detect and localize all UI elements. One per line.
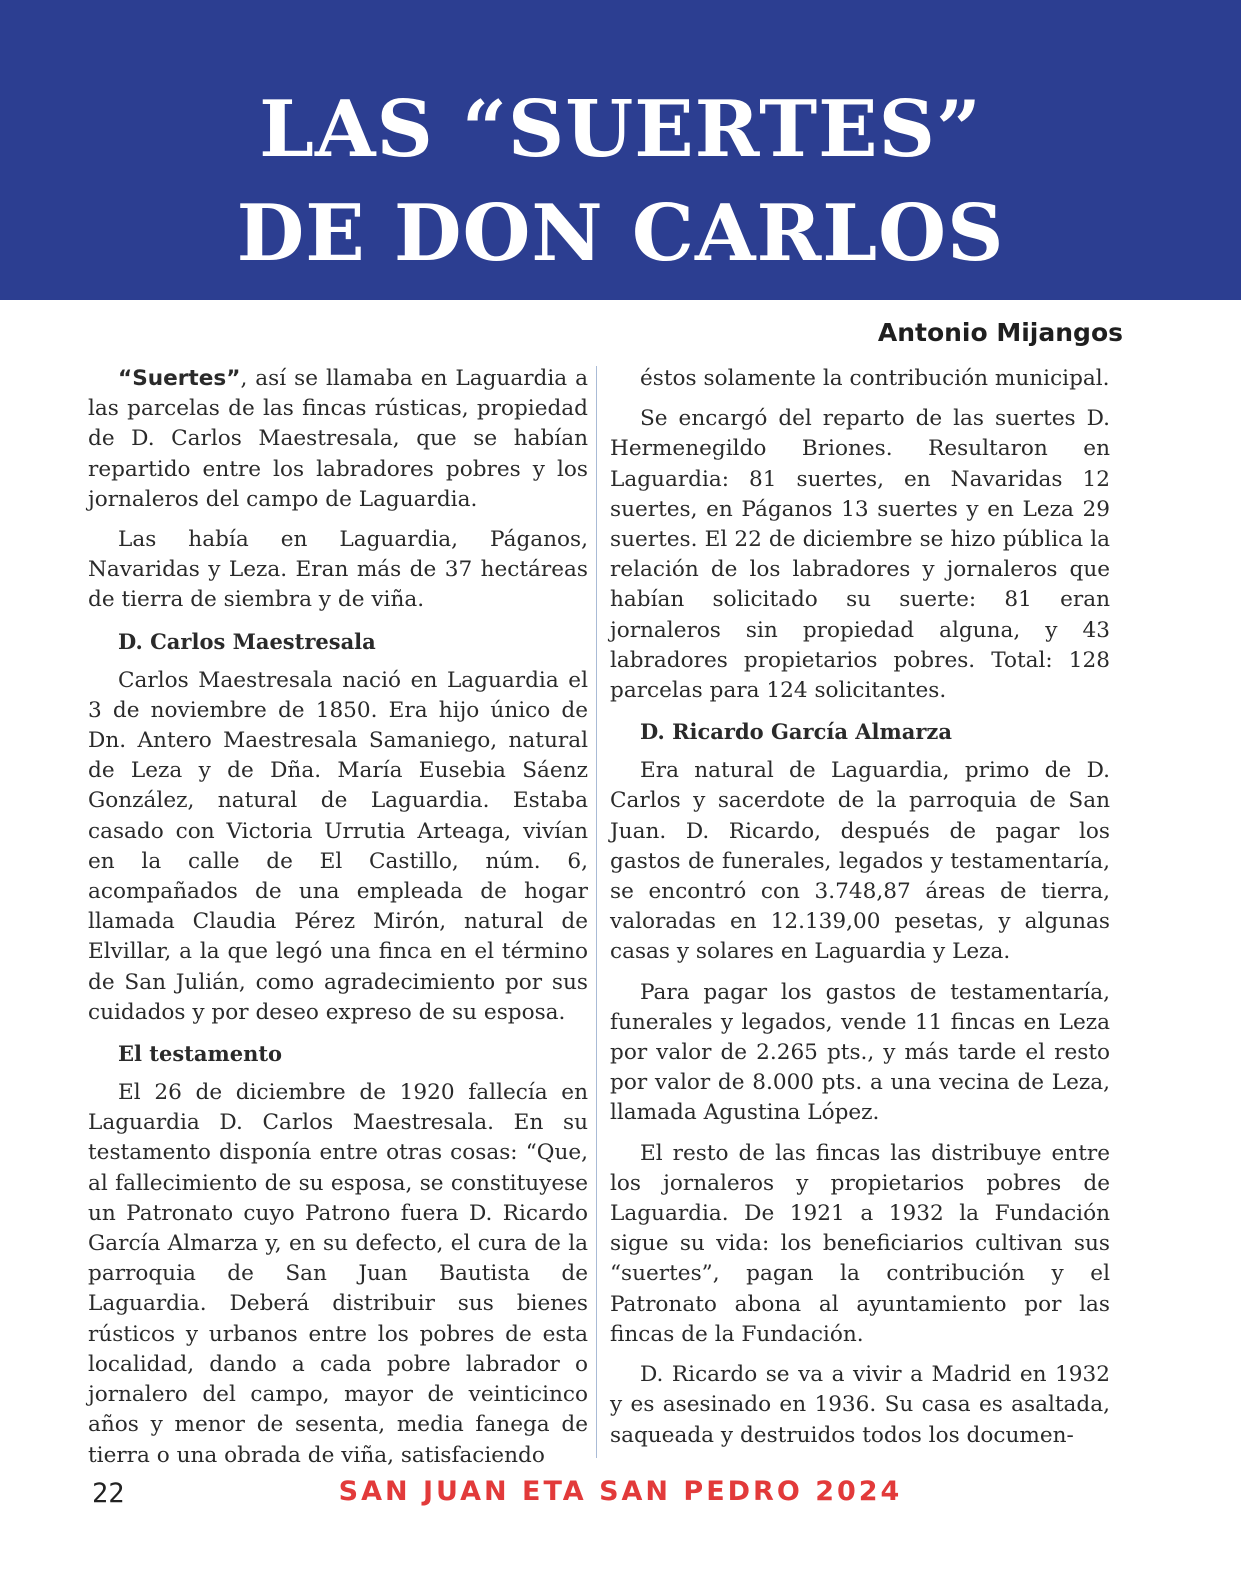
paragraph: éstos solamente la contribución municipal. [640,366,1110,391]
column-divider [596,366,597,1458]
author-name: Antonio Mijangos [877,318,1123,347]
paragraph: El 26 de diciembre de 1920 fallecía en Laguardia D. Carlos Maestresala. En su testamento disponía entre otras cosas: “Que, al fallecimiento de su esposa, se constituyese un Patronato cuyo Patrono fuera D. Ricardo García Almarza y, en su defecto, el cura de la parroquia de San Juan Bautista de Laguardia. Deberá distribuir sus bienes rústicos y urbanos entre los pobres de esta localidad, dando a cada pobre labrador o jornalero del campo, mayor de veinticinco años y menor de sesenta, media fanega de tierra o una obrada de viña, satisfaciendo [88,1080,588,1468]
left-column [88,364,588,1481]
paragraph: El resto de las fincas las distribuye entre los jornaleros y propietarios pobres de Laguardia. De 1921 a 1932 la Fundación sigue su vida: los beneficiarios cultivan sus “suertes”, pagan la contribución y el Patronato abona al ayuntamiento por las fincas de la Fundación. [610,1140,1110,1347]
paragraph: D. Ricardo se va a vivir a Madrid en 1932 y es asesinado en 1936. Su casa es asaltada, saqueada y destruidos todos los documen- [610,1362,1110,1448]
publication-footer: SAN JUAN ETA SAN PEDRO 2024 [338,1476,903,1507]
page-title-line-2: DE DON CARLOS [236,188,1005,279]
right-column [610,364,1110,1461]
paragraph: Para pagar los gastos de testamentaría, funerales y legados, vende 11 fincas en Leza por valor de 2.265 pts., y más tarde el resto por valor de 8.000 pts. a una vecina de Leza, llamada Agustina López. [610,979,1110,1126]
paragraph: Las había en Laguardia, Páganos, Navaridas y Leza. Eran más de 37 hectáreas de tierra de siembra y de viña. [88,527,588,613]
paragraph: Era natural de Laguardia, primo de D. Carlos y sacerdote de la parroquia de San Juan. D. Ricardo, después de pagar los gastos de funerales, legados y testamentaría, se encontró con 3.748,87 áreas de tierra, valoradas en 12.139,00 pesetas, y algunas casas y solares en Laguardia y Leza. [610,758,1110,965]
section-heading: D. Carlos Maestresala [118,628,376,654]
paragraph: Se encargó del reparto de las suertes D. Hermenegildo Briones. Resultaron en Laguardia: 81 suertes, en Navaridas 12 suertes, en Páganos 13 suertes y en Leza 29 suertes. El 22 de diciembre se hizo pública la relación de los labradores y jornaleros que habían solicitado su suerte: 81 eran jornaleros sin propiedad alguna, y 43 labradores propietarios pobres. Total: 128 parcelas para 124 solicitantes. [610,406,1110,704]
section-heading: D. Ricardo García Almarza [640,719,952,745]
page-number: 22 [92,1478,125,1509]
bold-term: “Suertes” [118,366,241,391]
paragraph: Carlos Maestresala nació en Laguardia el 3 de noviembre de 1850. Era hijo único de Dn. Antero Maestresala Samaniego, natural de Leza y de Dña. María Eusebia Sáenz González, natural de Laguardia. Estaba casado con Victoria Urrutia Arteaga, vivían en la calle de El Castillo, núm. 6, acompañados de una empleada de hogar llamada Claudia Pérez Mirón, natural de Elvillar, a la que legó una finca en el término de San Julián, como agradecimiento por sus cuidados y por deseo expreso de su esposa. [88,667,588,1025]
page-title-line-1: LAS “SUERTES” [259,84,982,175]
section-heading: El testamento [118,1041,283,1067]
paragraph-text: , así se llamaba en Laguardia a las parcelas de las fincas rústicas, propiedad de D. Carlos Maestresala, que se habían repartido entre los labradores pobres y los jornaleros del campo de Laguardia. [88,366,588,512]
paragraph [88,364,588,515]
